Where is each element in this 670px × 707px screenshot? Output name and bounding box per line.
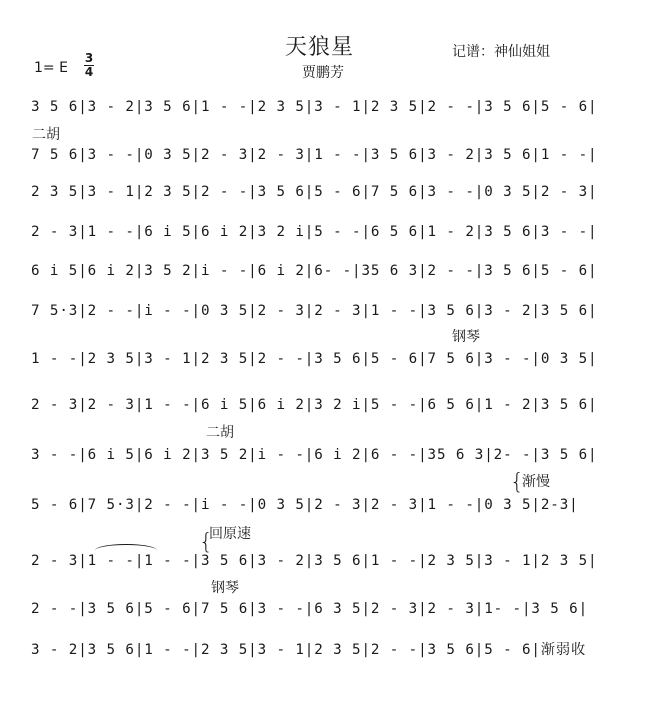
transcriber-credit: 记谱：神仙姐姐 [452,44,550,60]
time-signature [84,52,94,79]
score-line-2: 7 5 6|3 - -|0 3 5|2 - 3|2 - 3|1 - -|3 5 6|3 - 2|3 5 6|1 - -| [31,147,598,163]
annotation-piano-2: 钢琴 [211,580,239,596]
annotation-rit: 渐慢 [522,474,550,490]
composer-credit: 贾鹏芳 [302,65,344,81]
score-line-10: 5 - 6|7 5·3|2 - -|i - -|0 3 5|2 - 3|2 - 3|1 - -|0 3 5|2-3| [31,497,579,513]
song-title: 天狼星 [285,35,355,60]
time-signature-top: 3 [84,51,94,65]
annotation-piano: 钢琴 [452,329,480,345]
score-line-12: 2 - -|3 5 6|5 - 6|7 5 6|3 - -|6 3 5|2 - 3|2 - 3|1- -|3 5 6| [31,601,589,617]
score-line-11: 2 - 3|1 - -|1 - -|3 5 6|3 - 2|3 5 6|1 - -|2 3 5|3 - 1|2 3 5| [31,553,598,569]
score-line-3: 2 3 5|3 - 1|2 3 5|2 - -|3 5 6|5 - 6|7 5 6|3 - -|0 3 5|2 - 3| [31,184,598,200]
brace-a-tempo: { [199,530,213,555]
score-line-5: 6 i 5|6 i 2|3 5 2|i - -|6 i 2|6- -|35 6 3|2 - -|3 5 6|5 - 6| [31,263,598,279]
score-line-4: 2 - 3|1 - -|6 i 5|6 i 2|3 2 i|5 - -|6 5 6|1 - 2|3 5 6|3 - -| [31,224,598,240]
time-signature-bottom: 4 [84,65,94,79]
score-line-7: 1 - -|2 3 5|3 - 1|2 3 5|2 - -|3 5 6|5 - 6|7 5 6|3 - -|0 3 5| [31,351,598,367]
annotation-erhu: 二胡 [32,127,60,143]
score-line-6: 7 5·3|2 - -|i - -|0 3 5|2 - 3|2 - 3|1 - -|3 5 6|3 - 2|3 5 6| [31,303,598,319]
score-line-1: 3 5 6|3 - 2|3 5 6|1 - -|2 3 5|3 - 1|2 3 5|2 - -|3 5 6|5 - 6| [31,99,598,115]
annotation-a-tempo: 回原速 [209,526,251,542]
score-line-9: 3 - -|6 i 5|6 i 2|3 5 2|i - -|6 i 2|6 - -|35 6 3|2- -|3 5 6| [31,447,598,463]
annotation-erhu-2: 二胡 [206,425,234,441]
key-signature: 1= E [34,60,68,76]
score-line-8: 2 - 3|2 - 3|1 - -|6 i 5|6 i 2|3 2 i|5 - -|6 5 6|1 - 2|3 5 6| [31,397,598,413]
brace-rit: { [510,470,524,495]
score-line-13: 3 - 2|3 5 6|1 - -|2 3 5|3 - 1|2 3 5|2 - -|3 5 6|5 - 6|渐弱收 [31,642,587,658]
